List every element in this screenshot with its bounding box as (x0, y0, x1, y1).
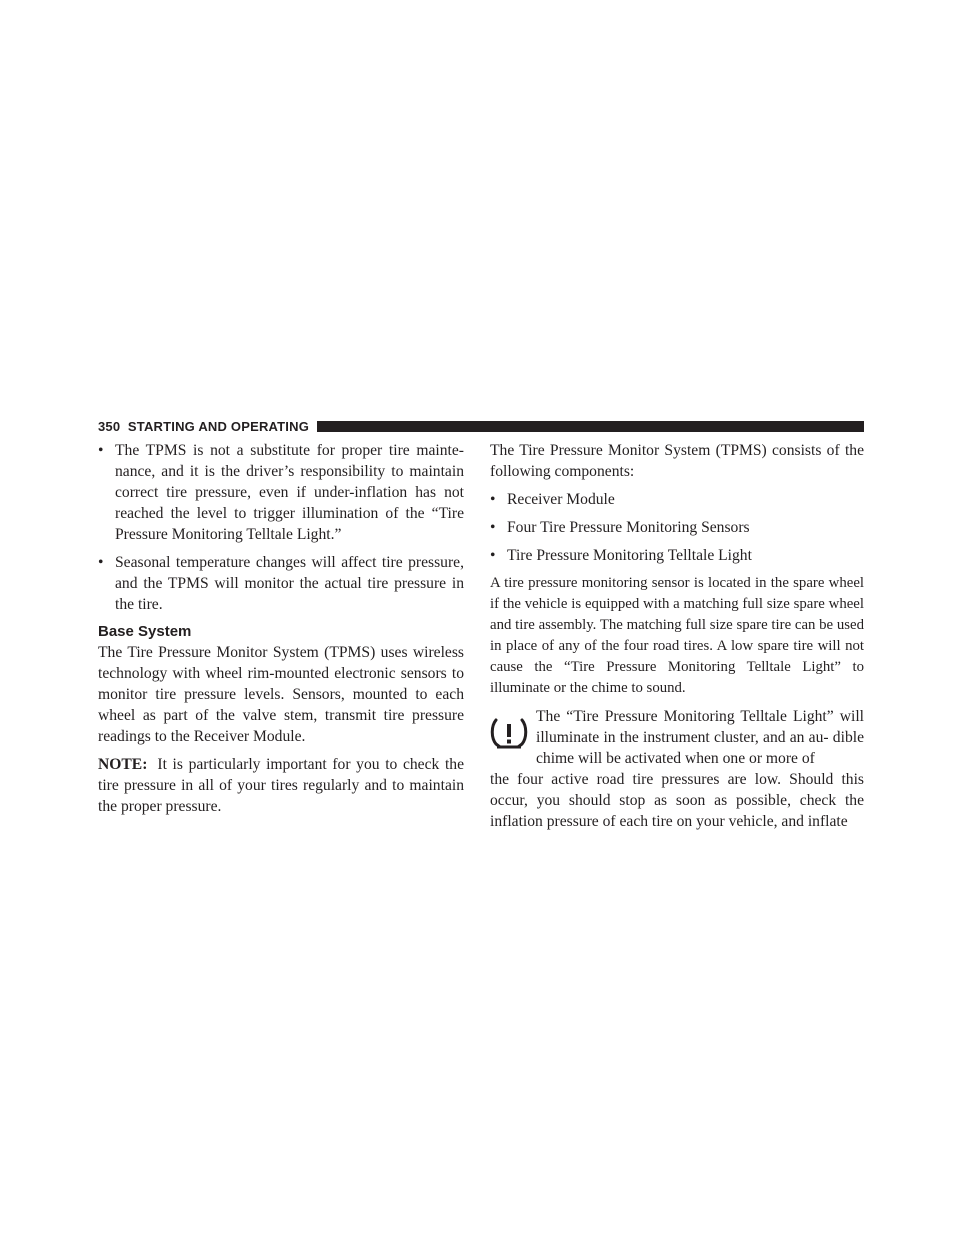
bullet-dot: • (490, 547, 496, 564)
page-header (98, 418, 864, 434)
page-header-text (98, 419, 309, 434)
bullet-dot: • (490, 491, 496, 508)
note-text: It is particularly important for you to check the tire pressure in all of your tires regularly and to maintain the proper pressure. (98, 756, 464, 815)
bullet-dot: • (98, 442, 104, 459)
bullet-item (98, 552, 464, 615)
component-text: Four Tire Pressure Monitoring Sensors (507, 519, 750, 536)
body-paragraph: The Tire Pressure Monitor System (TPMS) uses wireless technology with wheel rim-mounted electronic sensors to monitor tire pressure levels. Sensors, mounted to each wheel as part of the valve stem, transmit tire pressure readings to the Receiver Module. (98, 644, 464, 745)
bullet-item (98, 440, 464, 545)
component-item (490, 517, 864, 538)
components-intro: The Tire Pressure Monitor System (TPMS) consists of the following components: (490, 442, 864, 480)
component-text: Receiver Module (507, 491, 615, 508)
bullet-dot: • (98, 554, 104, 571)
note-label: NOTE: (98, 756, 148, 773)
component-item (490, 545, 864, 566)
telltale-text-rest: the four active road tire pressures are low. Should this occur, you should stop as soon as possible, check the inflation pressure of each tire on your vehicle, and inflate (490, 771, 864, 830)
header-rule (317, 421, 864, 432)
right-column (490, 440, 864, 832)
component-text: Tire Pressure Monitoring Telltale Light (507, 547, 752, 564)
telltale-paragraph (490, 706, 864, 832)
page-number: 350 (98, 418, 121, 434)
note-paragraph (98, 754, 464, 817)
telltale-text-indented: The “Tire Pressure Monitoring Telltale Light” will illuminate in the instrument cluster, and an au- dible chime will be activated when one or more of (536, 708, 864, 767)
bullet-dot: • (490, 519, 496, 536)
section-title: Base System (98, 623, 192, 640)
bullet-text: Seasonal temperature changes will affect tire pressure, and the TPMS will monitor the actual tire pressure in the tire. (115, 554, 464, 613)
tire-pressure-warning-icon (490, 716, 528, 750)
section-name: STARTING AND OPERATING (127, 418, 310, 434)
spare-tire-paragraph: A tire pressure monitoring sensor is located in the spare wheel if the vehicle is equipped with a matching full size spare wheel and tire assembly. The matching full size spare tire can be used in place of any of the four road tires. A low spare tire will not cause the “Tire Pressure Monitoring Telltale Light” to illuminate or the chime to sound. (490, 575, 864, 696)
left-column (98, 440, 464, 824)
bullet-text: The TPMS is not a substitute for proper tire mainte- nance, and it is the driver’s responsibility to maintain correct tire pressure, even if under-inflation has not reached the level to trigger illumination of the “Tire Pressure Monitoring Telltale Light.” (115, 442, 464, 543)
component-item (490, 489, 864, 510)
